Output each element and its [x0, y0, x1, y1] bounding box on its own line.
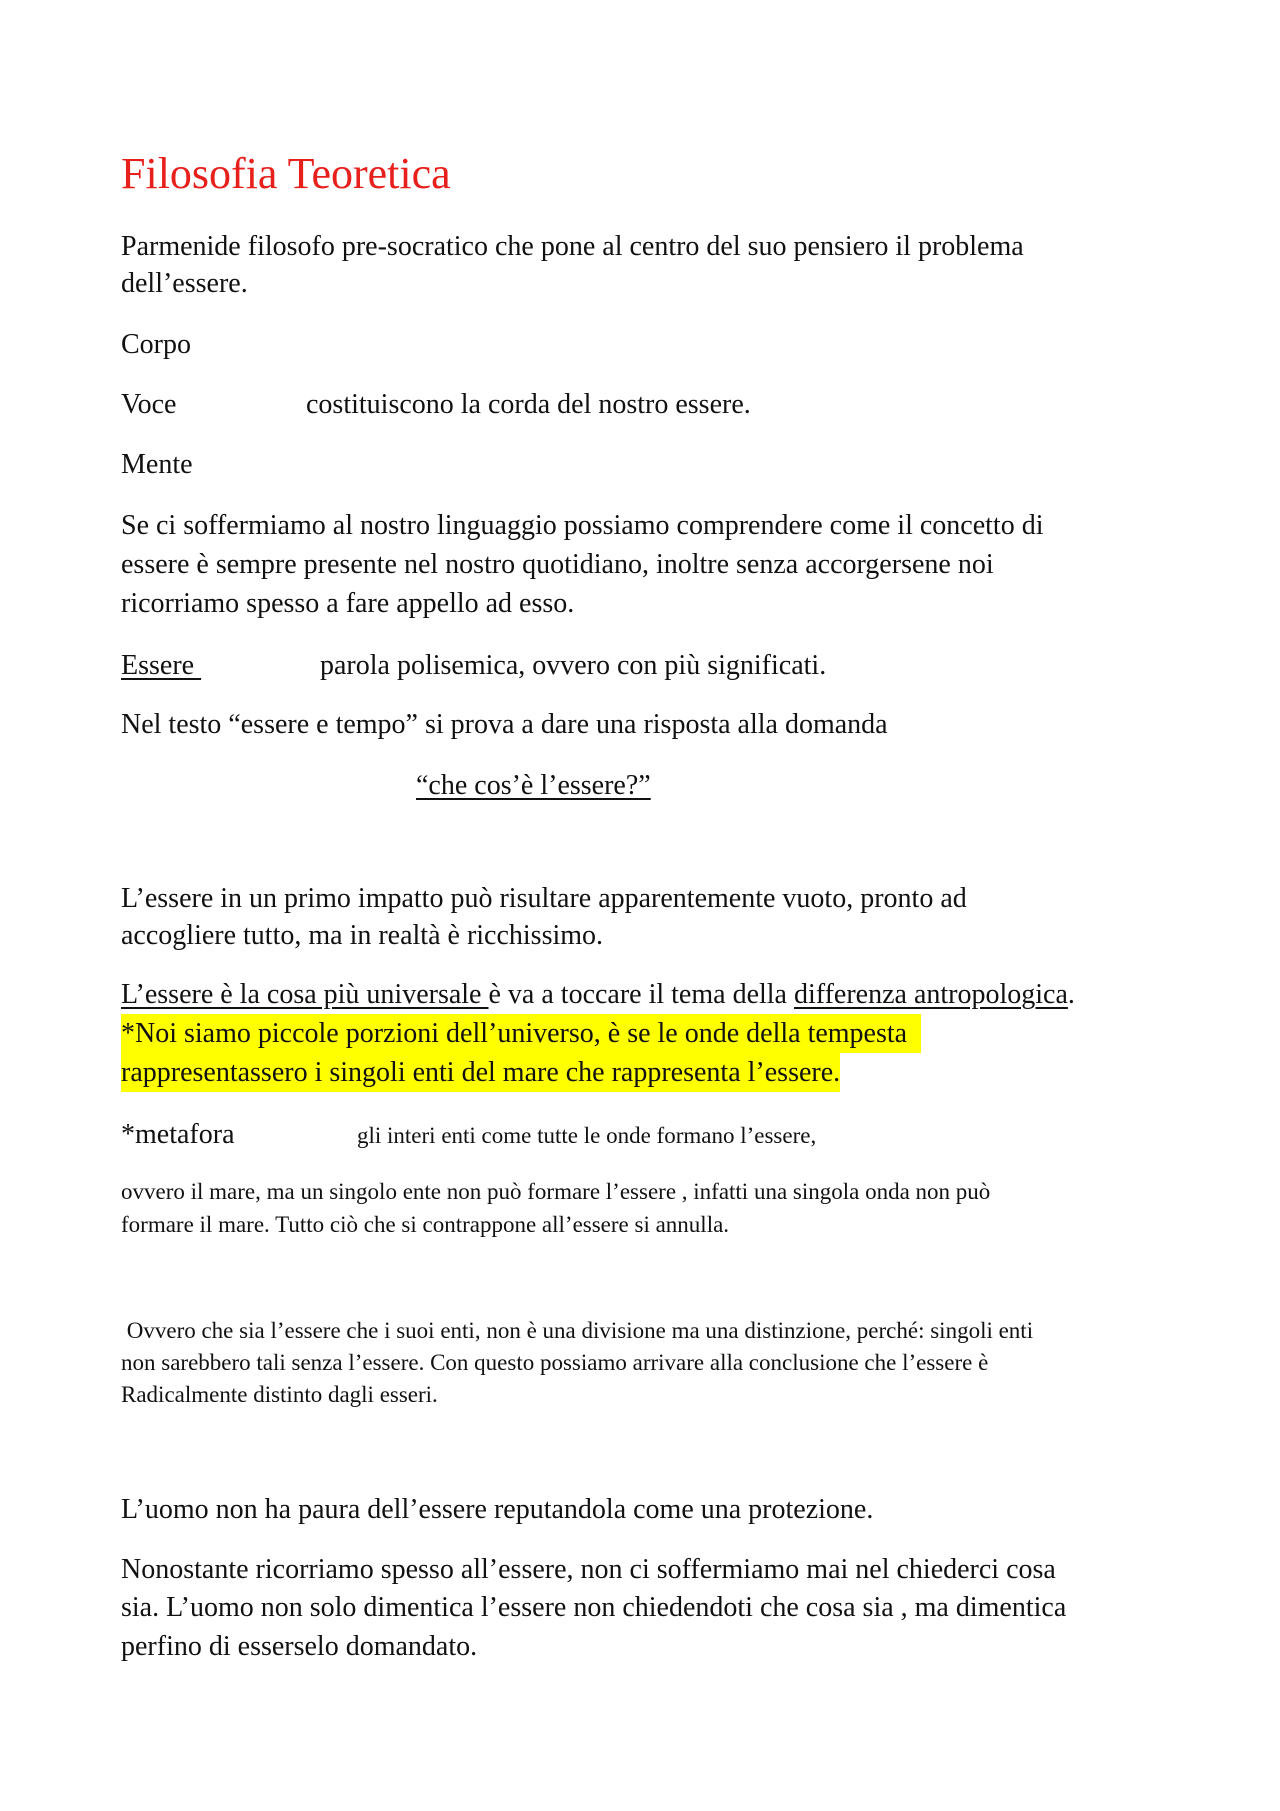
linguaggio-line-1: Se ci soffermiamo al nostro linguaggio possiamo comprendere come il concetto di [121, 510, 1044, 541]
differenza-antropologica: differenza antropologica [793, 979, 1068, 1010]
nonostante-line-3: perfino di esserselo domandato. [121, 1631, 478, 1662]
linguaggio-line-3: ricorriamo spesso a fare appello ad esso. [121, 588, 575, 619]
intro-line-1: Parmenide filosofo pre-socratico che pone al centro del suo pensiero il problema [121, 231, 1024, 262]
document-title: Filosofia Teoretica [121, 149, 451, 198]
nonostante-line-2: sia. L’uomo non solo dimentica l’essere non chiedendoti che cosa sia , ma dimentica [121, 1592, 1067, 1623]
voce-description: costituiscono la corda del nostro essere. [306, 389, 751, 420]
universale-middle: è va a toccare il tema della [488, 979, 794, 1010]
universale-end: . [1067, 979, 1075, 1010]
ovvero-line-1: Ovvero che sia l’essere che i suoi enti, non è una divisione ma una distinzione, perché: singoli enti [121, 1318, 1034, 1343]
ovvero-line-2: non sarebbero tali senza l’essere. Con questo possiamo arrivare alla conclusione che l’essere è [121, 1350, 989, 1375]
mare-line-1: ovvero il mare, ma un singolo ente non può formare l’essere , infatti una singola onda non può [121, 1179, 991, 1204]
voce-label: Voce [121, 389, 177, 420]
mare-line-2: formare il mare. Tutto ciò che si contrappone all’essere si annulla. [121, 1212, 730, 1237]
essere-term: Essere [121, 650, 202, 681]
universale-underlined: L’essere è la cosa più universale [121, 979, 489, 1010]
essere-definition: parola polisemica, ovvero con più significati. [320, 650, 827, 681]
uomo-line: L’uomo non ha paura dell’essere reputandola come una protezione. [121, 1494, 874, 1525]
impatto-line-1: L’essere in un primo impatto può risultare apparentemente vuoto, pronto ad [121, 883, 967, 914]
mente-label: Mente [121, 449, 193, 480]
intro-line-2: dell’essere. [121, 268, 248, 299]
corpo-label: Corpo [121, 329, 191, 360]
highlight-line-1: *Noi siamo piccole porzioni dell’universo, è se le onde della tempesta [121, 1014, 921, 1053]
question-line: “che cos’è l’essere?” [416, 770, 651, 801]
metafora-description: gli interi enti come tutte le onde formano l’essere, [357, 1123, 817, 1148]
highlight-line-2: rappresentassero i singoli enti del mare che rappresenta l’essere. [121, 1053, 840, 1092]
universale-line [121, 975, 1075, 1014]
metafora-label: *metafora [121, 1119, 235, 1150]
impatto-line-2: accogliere tutto, ma in realtà è ricchissimo. [121, 920, 604, 951]
linguaggio-line-2: essere è sempre presente nel nostro quotidiano, inoltre senza accorgersene noi [121, 549, 994, 580]
testo-line: Nel testo “essere e tempo” si prova a dare una risposta alla domanda [121, 709, 888, 740]
nonostante-line-1: Nonostante ricorriamo spesso all’essere, non ci soffermiamo mai nel chiederci cosa [121, 1554, 1056, 1585]
highlighted-passage [121, 1014, 921, 1092]
ovvero-line-3: Radicalmente distinto dagli esseri. [121, 1382, 438, 1407]
